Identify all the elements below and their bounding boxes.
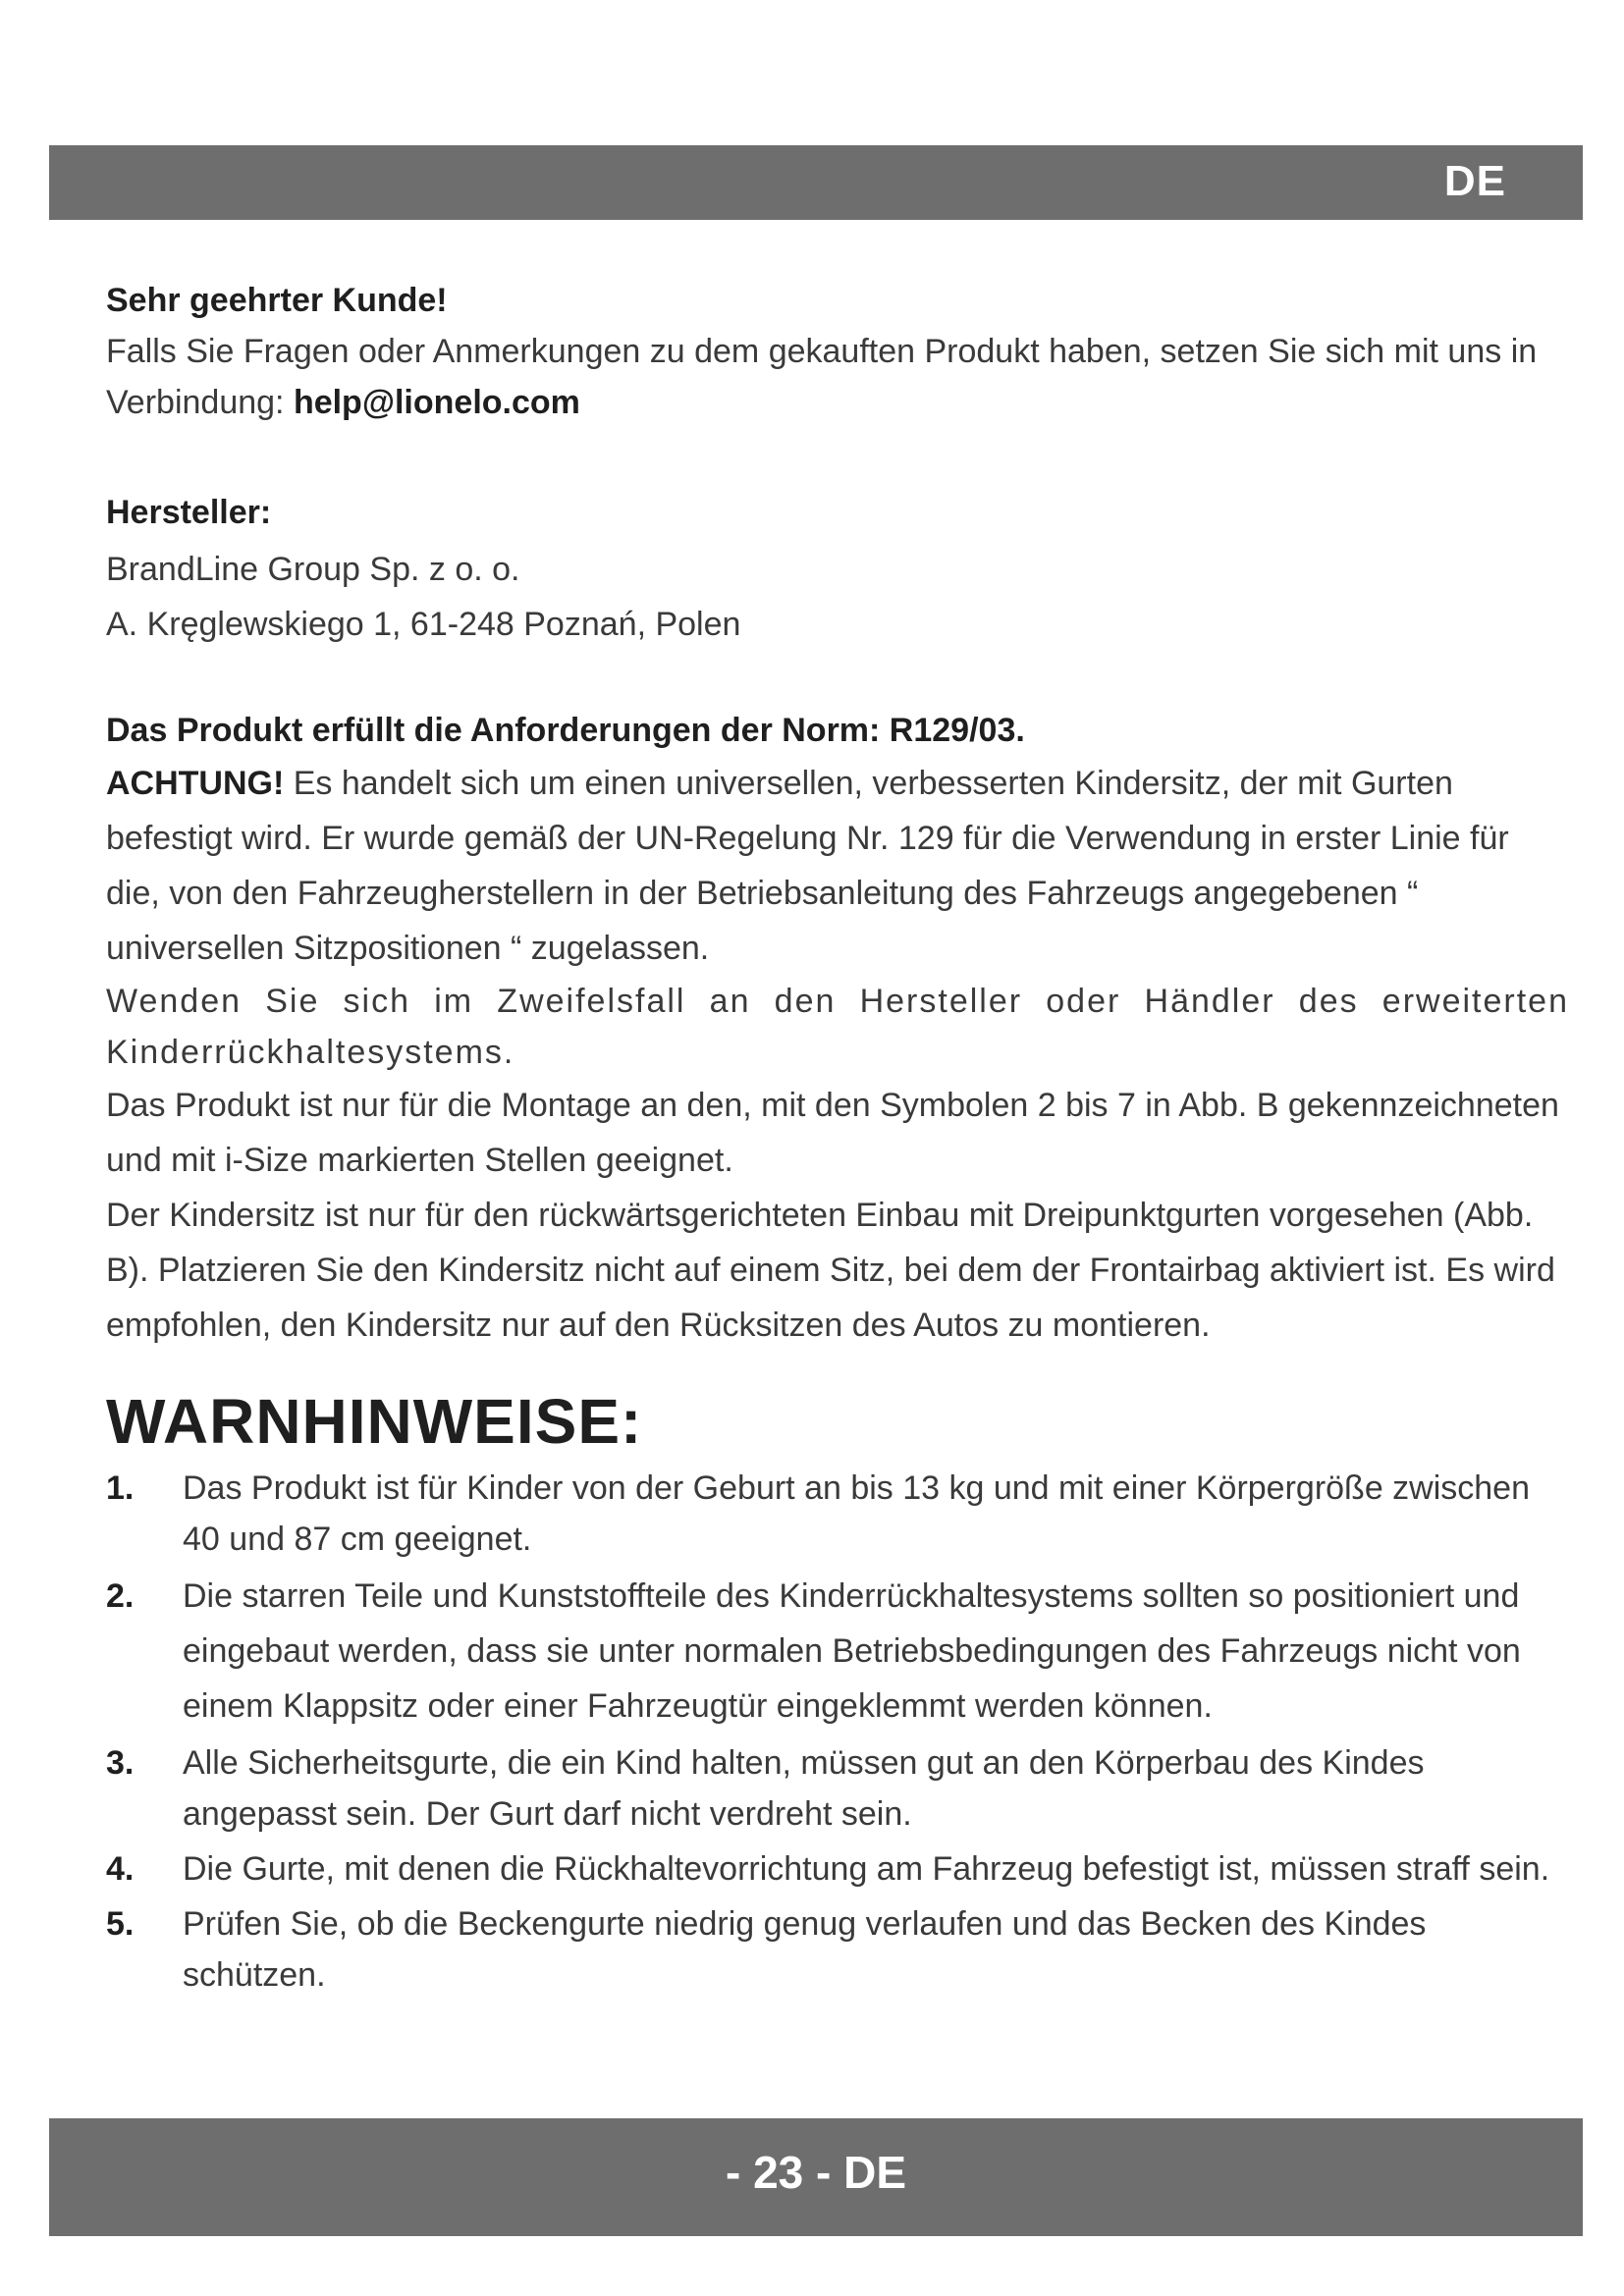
rearward-paragraph: Der Kindersitz ist nur für den rückwärtsgerichteten Einbau mit Dreipunktgurten vorgesehen (Abb. B). Platzieren Sie den Kindersitz nicht auf einem Sitz, bei dem der Frontairbag aktiviert ist. Es wird empfohlen, den Kindersitz nur auf den Rücksitzen des Autos zu montieren. [106, 1197, 1555, 1344]
page-content [106, 275, 1569, 2004]
warning-text: Die starren Teile und Kunststoffteile des Kinderrückhaltesystems sollten so positioniert und eingebaut werden, dass sie unter normalen Betriebsbedingungen des Fahrzeugs nicht von einem Klappsitz oder einer Fahrzeugtür eingeklemmt werden können. [183, 1577, 1521, 1725]
norm-title: Das Produkt erfüllt die Anforderungen der Norm: R129/03. [106, 712, 1025, 749]
footer-bar [49, 2118, 1583, 2236]
manufacturer-title: Hersteller: [106, 494, 272, 531]
support-email-link[interactable]: help@lionelo.com [293, 384, 580, 421]
warning-item [106, 1843, 1569, 1895]
warning-item [106, 1463, 1569, 1565]
greeting-title: Sehr geehrter Kunde! [106, 282, 448, 319]
mounting-paragraph: Das Produkt ist nur für die Montage an den, mit den Symbolen 2 bis 7 in Abb. B gekennzeichneten und mit i-Size markierten Stellen geeignet. [106, 1087, 1559, 1179]
warning-number: 2. [106, 1577, 135, 1615]
greeting-body: Falls Sie Fragen oder Anmerkungen zu dem gekauften Produkt haben, setzen Sie sich mit uns in Verbindung: [106, 333, 1538, 421]
warning-number: 5. [106, 1905, 135, 1943]
warning-item [106, 1569, 1569, 1734]
warning-number: 4. [106, 1850, 135, 1888]
warning-text: Das Produkt ist für Kinder von der Geburt an bis 13 kg und mit einer Körpergröße zwischen 40 und 87 cm geeignet. [183, 1469, 1531, 1558]
warning-item [106, 1737, 1569, 1840]
attention-text: Es handelt sich um einen universellen, verbesserten Kindersitz, der mit Gurten befestigt wird. Er wurde gemäß der UN-Regelung Nr. 129 für die Verwendung in erster Linie für die, von den Fahrzeugherstellern in der Betriebsanleitung des Fahrzeugs angegebenen “ universellen Sitzpositionen “ zugelassen. [106, 765, 1509, 967]
attention-label: ACHTUNG! [106, 765, 285, 802]
warnings-title: WARNHINWEISE: [106, 1386, 643, 1457]
warning-text: Die Gurte, mit denen die Rückhaltevorrichtung am Fahrzeug befestigt ist, müssen straff sein. [183, 1850, 1550, 1888]
warning-text: Alle Sicherheitsgurte, die ein Kind halten, müssen gut an den Körperbau des Kindes angepasst sein. Der Gurt darf nicht verdreht sein. [183, 1744, 1425, 1833]
greeting-text [106, 326, 1569, 428]
warning-text: Prüfen Sie, ob die Beckengurte niedrig genug verlaufen und das Becken des Kindes schützen. [183, 1905, 1427, 1994]
manufacturer-name: BrandLine Group Sp. z o. o. [106, 551, 520, 588]
page-number: - 23 - DE [725, 2147, 907, 2198]
warning-number: 3. [106, 1744, 135, 1782]
manufacturer-address: A. Kręglewskiego 1, 61-248 Poznań, Polen [106, 606, 741, 643]
doubt-paragraph: Wenden Sie sich im Zweifelsfall an den Hersteller oder Händler des erweiterten Kinderrückhaltesystems. [106, 983, 1569, 1071]
warning-item [106, 1898, 1569, 2001]
header-bar [49, 145, 1583, 220]
attention-paragraph [106, 756, 1569, 976]
language-label: DE [1443, 157, 1506, 205]
warning-number: 1. [106, 1469, 135, 1507]
